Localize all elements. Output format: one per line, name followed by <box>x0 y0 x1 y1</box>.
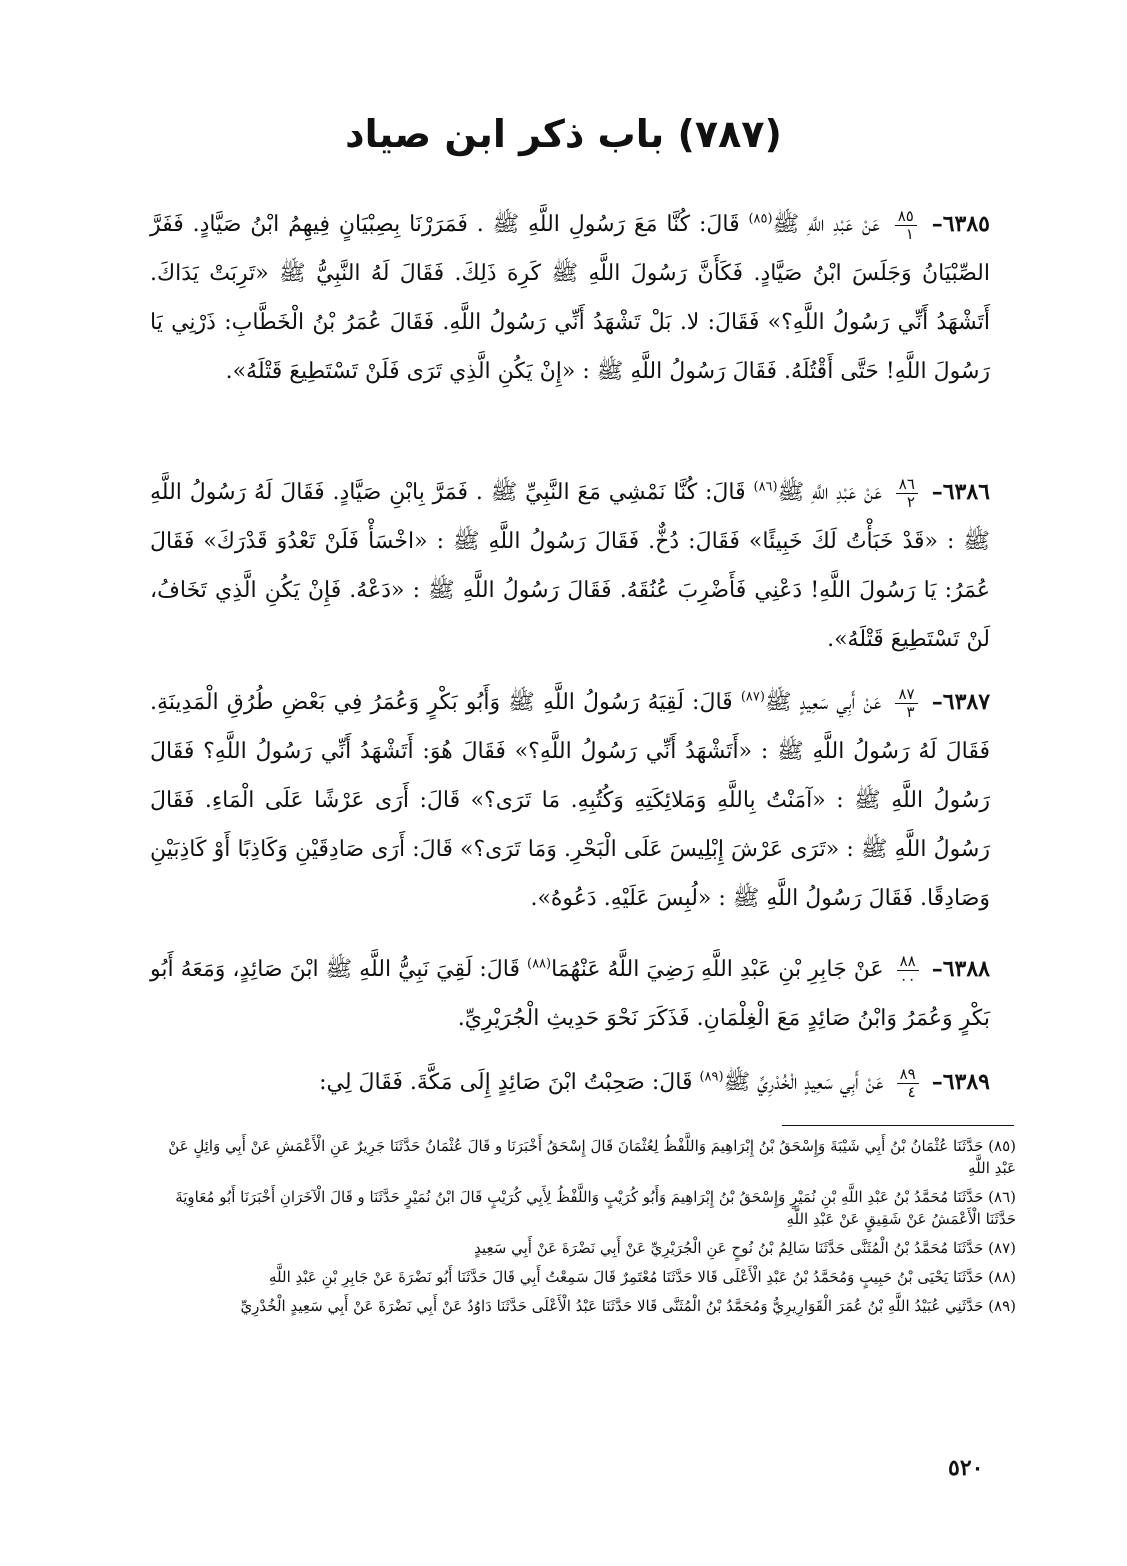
footnote-reference: (٨٩) <box>699 1069 724 1085</box>
footnote-88: (٨٨) حَدَّثَنَا يَحْيَى بْنُ حَبِيبٍ وَمُحَمَّدُ بْنُ عَبْدِ الْأَعْلَى قَالا حَدَّثَنَا مُعْتَمِرٌ قَالَ سَمِعْتُ أَبِي قَالَ حَدَّثَنَا أَبُو نَضْرَةَ عَنْ جَابِرِ بْنِ عَبْدِ اللَّهِ <box>268 1268 1016 1286</box>
fraction <box>897 1066 919 1101</box>
fraction <box>895 686 917 721</box>
fraction-bottom: ٣ <box>906 702 915 721</box>
hadith-text: قَالَ: كُنَّا نَمْشِي مَعَ النَّبِيِّ ﷺ . فَمَرَّ بِابْنِ صَيَّادٍ. فَقَالَ لَهُ رَسُولُ اللَّهِ ﷺ : «قَدْ خَبَأْتُ لَكَ خَبِيئًا» فَقَالَ: دُخٌّ. فَقَالَ رَسُولُ اللَّهِ ﷺ : «اخْسَأْ فَلَنْ تَعْدُوَ قَدْرَكَ» فَقَالَ عُمَرُ: يَا رَسُولَ اللَّهِ! دَعْنِي فَأَضْرِبَ عُنُقَهُ. فَقَالَ رَسُولُ اللَّهِ ﷺ : «دَعْهُ. فَإِنْ يَكُنِ الَّذِي تَخَافُ، لَنْ تَسْتَطِيعَ قَتْلَهُ». <box>150 480 990 652</box>
hadith-6385 <box>150 200 990 396</box>
hadith-text: قَالَ: كُنَّا مَعَ رَسُولِ اللَّهِ ﷺ . فَمَرَرْنَا بِصِبْيَانٍ فِيهِمُ ابْنُ صَيَّادٍ. فَفَرَّ الصِّبْيَانُ وَجَلَسَ ابْنُ صَيَّادٍ. فَكَأَنَّ رَسُولَ اللَّهِ ﷺ كَرِهَ ذَلِكَ. فَقَالَ لَهُ النَّبِيُّ ﷺ «تَرِبَتْ يَدَاكَ. أَتَشْهَدُ أَنِّي رَسُولُ اللَّهِ؟» فَقَالَ: لا. بَلْ تَشْهَدُ أَنِّي رَسُولُ اللَّهِ. فَقَالَ عُمَرُ بْنُ الْخَطَّابِ: ذَرْنِي يَا رَسُولَ اللَّهِ! حَتَّى أَقْتُلَهُ. فَقَالَ رَسُولُ اللَّهِ ﷺ : «إِنْ يَكُنِ الَّذِي تَرَى فَلَنْ تَسْتَطِيعَ قَتْلَهُ». <box>150 212 990 384</box>
fraction-top: ٨٦ <box>896 476 918 494</box>
footnote-separator <box>782 1125 1014 1126</box>
hadith-text: قَالَ: صَحِبْتُ ابْنَ صَائِدٍ إِلَى مَكَّةَ. فَقَالَ لِي: <box>319 1070 693 1095</box>
footnote-reference: (٨٥) <box>748 211 773 227</box>
hadith-text: قَالَ: لَقِيَهُ رَسُولُ اللَّهِ ﷺ وَأَبُو بَكْرٍ وَعُمَرُ فِي بَعْضِ طُرُقِ الْمَدِينَةِ. فَقَالَ لَهُ رَسُولُ اللَّهِ ﷺ : «أَتَشْهَدُ أَنِّي رَسُولُ اللَّهِ؟» فَقَالَ هُوَ: أَتَشْهَدُ أَنِّي رَسُولُ اللَّهِ؟ فَقَالَ رَسُولُ اللَّهِ ﷺ : «آمَنْتُ بِاللَّهِ وَمَلائِكَتِهِ وَكُتُبِهِ. مَا تَرَى؟» قَالَ: أَرَى عَرْشًا عَلَى الْمَاءِ. فَقَالَ رَسُولُ اللَّهِ ﷺ : «تَرَى عَرْشَ إِبْلِيسَ عَلَى الْبَحْرِ. وَمَا تَرَى؟» قَالَ: أَرَى صَادِقَيْنِ وَكَاذِبًا أَوْ كَاذِبَيْنِ وَصَادِقًا. فَقَالَ رَسُولُ اللَّهِ ﷺ : «لُبِسَ عَلَيْهِ. دَعُوهُ». <box>150 690 991 911</box>
fraction <box>896 476 918 511</box>
fraction-bottom: ٠٠ <box>899 969 916 988</box>
footnote-reference: (٨٦) <box>753 479 778 495</box>
hadith-text-before: عَنْ جَابِرِ بْنِ عَبْدِ اللَّهِ رَضِيَ اللَّهُ عَنْهُمَا <box>551 957 884 982</box>
hadith-6386 <box>150 468 990 664</box>
page-number: ٥٢٠ <box>948 1455 984 1481</box>
footnote-87: (٨٧) حَدَّثَنَا مُحَمَّدُ بْنُ الْمُثَنَّى حَدَّثَنَا سَالِمُ بْنُ نُوحٍ عَنِ الْجُرَيْرِيِّ عَنْ أَبِي نَضْرَةَ عَنْ أَبِي سَعِيدٍ <box>474 1239 1016 1257</box>
footnote-85: (٨٥) حَدَّثَنَا عُثْمَانُ بْنُ أَبِي شَيْبَةَ وَإِسْحَقُ بْنُ إِبْرَاهِيمَ وَاللَّفْظُ لِعُثْمَانَ قَالَ إِسْحَقُ أَخْبَرَنَا و قَالَ عُثْمَانُ حَدَّثَنَا جَرِيرٌ عَنِ الْأَعْمَشِ عَنْ أَبِي وَائِلٍ عَنْ عَبْدِ اللَّهِ <box>168 1137 1016 1177</box>
footnote-reference: (٨٧) <box>740 689 765 705</box>
hadith-number: ٦٣٨٦– <box>931 479 990 505</box>
hadith-6387 <box>150 678 990 923</box>
fraction-bottom: ١ <box>905 224 914 243</box>
chapter-title: (٧٨٧) باب ذكر ابن صياد <box>345 112 782 156</box>
fraction-top: ٨٩ <box>897 1066 919 1084</box>
footnote-89: (٨٩) حَدَّثَنِي عُبَيْدُ اللَّهِ بْنُ عُمَرَ الْقَوَارِيرِيُّ وَمُحَمَّدُ بْنُ الْمُثَنَّى قَالا حَدَّثَنَا عَبْدُ الْأَعْلَى حَدَّثَنَا دَاوُدُ عَنْ أَبِي نَضْرَةَ عَنْ أَبِي سَعِيدٍ الْخُدْرِيِّ <box>240 1297 1016 1315</box>
fraction-top: ٨٧ <box>895 686 917 704</box>
fraction-bottom: ٢ <box>906 492 915 511</box>
footnote-reference: (٨٨) <box>527 956 552 972</box>
hadith-text-before: عَنْ أَبِي سَعِيدٍ ﷺ <box>764 690 882 715</box>
hadith-text-before: عَنْ أَبِي سَعِيدٍ الْخُدْرِيِّ ﷺ <box>723 1070 884 1095</box>
fraction-bottom: ٤ <box>907 1082 916 1101</box>
fraction <box>897 953 919 988</box>
fraction-top: ٨٨ <box>897 953 919 971</box>
hadith-number: ٦٣٨٩– <box>931 1069 990 1095</box>
hadith-6388 <box>150 945 990 1043</box>
hadith-number: ٦٣٨٨– <box>931 956 990 982</box>
hadith-text-before: عَنْ عَبْدِ اللَّهِ ﷺ <box>777 480 882 505</box>
hadith-text-before: عَنْ عَبْدِ اللَّهِ ﷺ <box>772 212 880 237</box>
hadith-6389 <box>150 1058 990 1107</box>
fraction-top: ٨٥ <box>895 208 917 226</box>
hadith-number: ٦٣٨٥– <box>931 211 990 237</box>
hadith-text: قَالَ: لَقِيَ نَبِيُّ اللَّهِ ﷺ ابْنَ صَائِدٍ، وَمَعَهُ أَبُو بَكْرٍ وَعُمَرُ وَابْنُ صَائِدٍ مَعَ الْغِلْمَانِ. فَذَكَرَ نَحْوَ حَدِيثِ الْجُرَيْرِيِّ. <box>150 957 990 1031</box>
fraction <box>895 208 917 243</box>
hadith-number: ٦٣٨٧– <box>931 689 991 715</box>
footnotes <box>150 1135 1016 1324</box>
footnote-86: (٨٦) حَدَّثَنَا مُحَمَّدُ بْنُ عَبْدِ اللَّهِ بْنِ نُمَيْرٍ وَإِسْحَقُ بْنُ إِبْرَاهِيمَ وَأَبُو كُرَيْبٍ وَاللَّفْظُ لِأَبِي كُرَيْبٍ قَالَ ابْنُ نُمَيْرٍ حَدَّثَنَا و قَالَ الْآخَرَانِ أَخْبَرَنَا أَبُو مُعَاوِيَةَ حَدَّثَنَا الْأَعْمَشُ عَنْ شَقِيقٍ عَنْ عَبْدِ اللَّهِ <box>175 1188 1016 1228</box>
